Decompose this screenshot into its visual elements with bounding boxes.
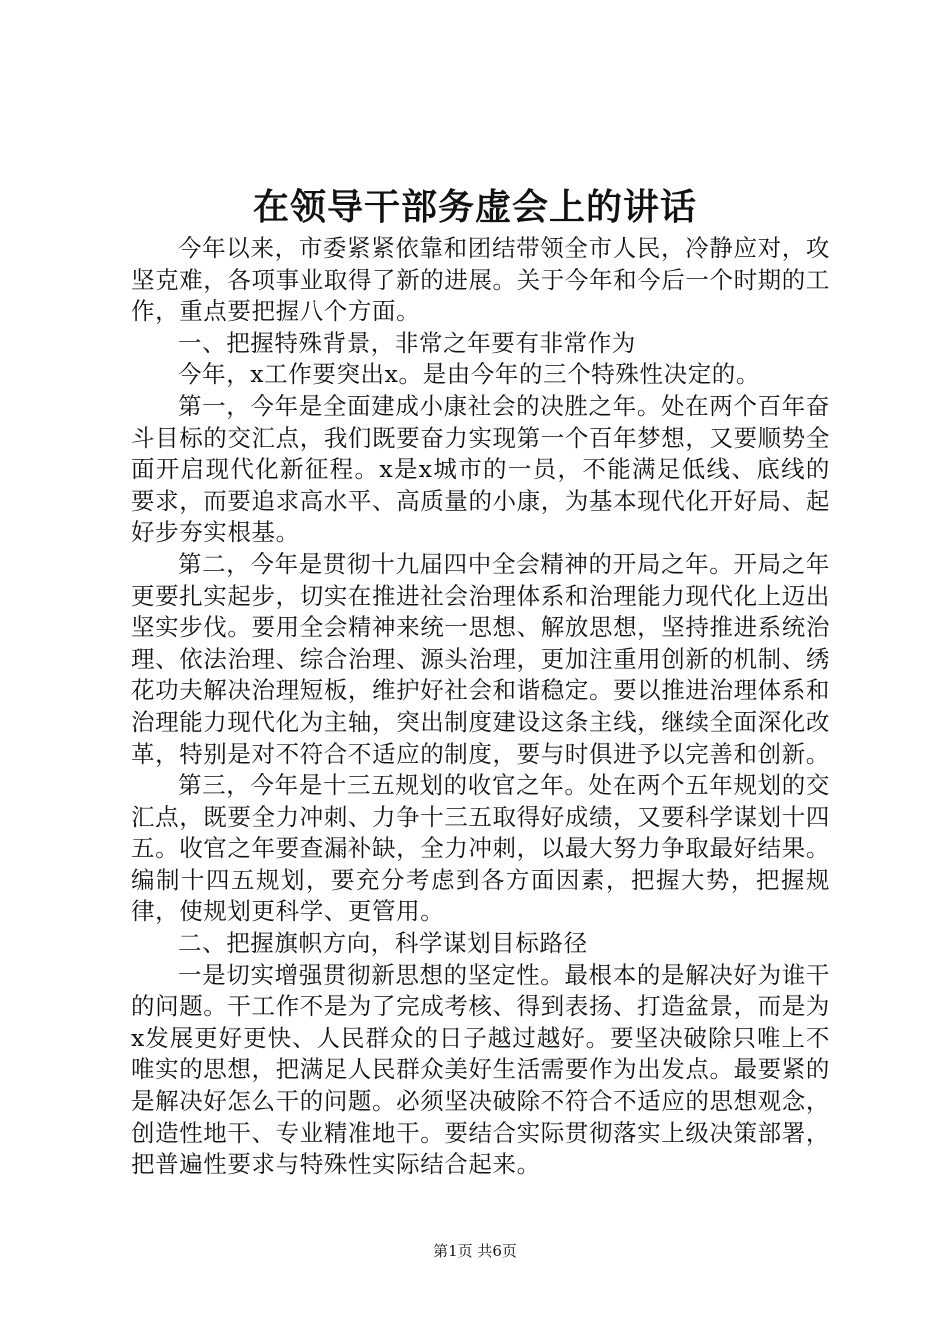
- paragraph: 第三，今年是十三五规划的收官之年。处在两个五年规划的交汇点，既要全力冲刺、力争十三五取得好成绩，又要科学谋划十四五。收官之年要查漏补缺，全力冲刺，以最大努力争取最好结果。编制十四五规划，要充分考虑到各方面因素，把握大势，把握规律，使规划更科学、更管用。: [131, 771, 830, 926]
- section-heading-1: 一、把握特殊背景，非常之年要有非常作为: [178, 328, 636, 357]
- paragraph: 今年，x工作要突出x。是由今年的三个特殊性决定的。: [178, 360, 761, 389]
- paragraph: 第一，今年是全面建成小康社会的决胜之年。处在两个百年奋斗目标的交汇点，我们既要奋力实现第一个百年梦想，又要顺势全面开启现代化新征程。x是x城市的一员，不能满足低线、底线的要求，而要追求高水平、高质量的小康，为基本现代化开好局、起好步夯实根基。: [131, 391, 830, 547]
- paragraph: 第二，今年是贯彻十九届四中全会精神的开局之年。开局之年更要扎实起步，切实在推进社会治理体系和治理能力现代化上迈出坚实步伐。要用全会精神来统一思想、解放思想，坚持推进系统治理、依法治理、综合治理、源头治理，更加注重用创新的机制、绣花功夫解决治理短板，维护好社会和谐稳定。要以推进治理体系和治理能力现代化为主轴，突出制度建设这条主线，继续全面深化改革，特别是对不符合不适应的制度，要与时俱进予以完善和创新。: [131, 549, 830, 768]
- document-title: 在领导干部务虚会上的讲话: [252, 186, 697, 228]
- paragraph-intro: 今年以来，市委紧紧依靠和团结带领全市人民，冷静应对，攻坚克难，各项事业取得了新的进展。关于今年和今后一个时期的工作，重点要把握八个方面。: [131, 234, 830, 326]
- section-heading-2: 二、把握旗帜方向，科学谋划目标路径: [178, 929, 588, 958]
- paragraph: 一是切实增强贯彻新思想的坚定性。最根本的是解决好为谁干的问题。干工作不是为了完成考核、得到表扬、打造盆景，而是为x发展更好更快、人民群众的日子越过越好。要坚决破除只唯上不唯实的思想，把满足人民群众美好生活需要作为出发点。最要紧的是解决好怎么干的问题。必须坚决破除不符合不适应的思想观念，创造性地干、专业精准地干。要结合实际贯彻落实上级决策部署，把普遍性要求与特殊性实际结合起来。: [131, 960, 830, 1179]
- page-footer: 第1页 共6页: [433, 1242, 517, 1260]
- document-body: [131, 233, 830, 1181]
